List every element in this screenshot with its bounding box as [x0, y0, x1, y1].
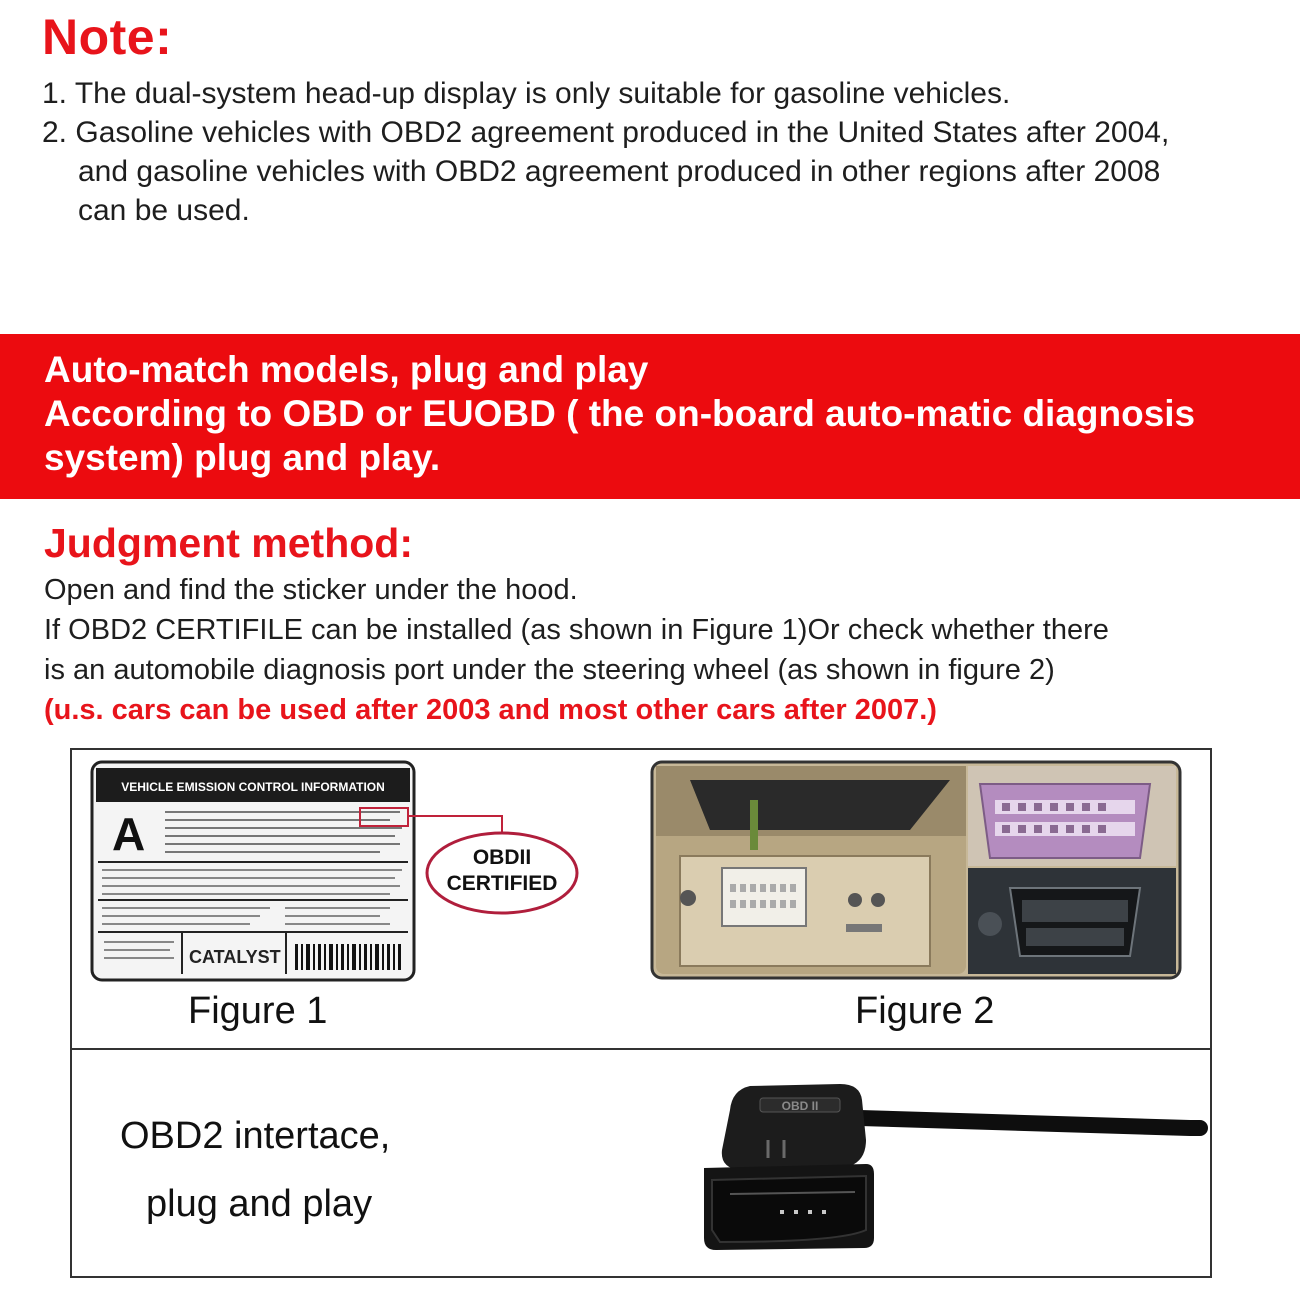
judgment-title: Judgment method: — [44, 520, 413, 566]
figure-1-label: Figure 1 — [188, 990, 328, 1032]
figure-2-label: Figure 2 — [855, 990, 995, 1032]
plug-and-play-label: plug and play — [146, 1183, 373, 1225]
callout-line-1: OBDII — [472, 846, 532, 869]
diagnosis-port-image — [650, 760, 1182, 980]
figure-table-divider — [70, 1048, 1212, 1050]
obd2-connector-image — [690, 1070, 1210, 1260]
note-item-1: 1. The dual-system head-up display is only suitable for gasoline vehicles. — [42, 77, 1011, 110]
note-item-2-end: can be used. — [78, 194, 250, 227]
judgment-line-2: If OBD2 CERTIFILE can be installed (as shown in Figure 1)Or check whether there — [44, 614, 1109, 646]
judgment-line-3: is an automobile diagnosis port under the steering wheel (as shown in figure 2) — [44, 654, 1055, 686]
sticker-letter: A — [112, 808, 146, 860]
callout-line-2: CERTIFIED — [446, 872, 558, 895]
judgment-highlight-line: (u.s. cars can be used after 2003 and most other cars after 2007.) — [44, 694, 937, 726]
banner-line-2: According to OBD or EUOBD ( the on-board auto-matic diagnosis — [44, 393, 1196, 434]
judgment-line-1: Open and find the sticker under the hood. — [44, 574, 578, 606]
sticker-header: VEHICLE EMISSION CONTROL INFORMATION — [121, 780, 385, 794]
obd2-interface-label: OBD2 intertace, — [120, 1115, 391, 1157]
banner-line-1: Auto-match models, plug and play — [44, 349, 649, 390]
note-title: Note: — [42, 9, 173, 65]
note-item-2: 2. Gasoline vehicles with OBD2 agreement produced in the United States after 2004, — [42, 116, 1170, 149]
connector-cable-label: OBD II — [781, 1099, 819, 1113]
sticker-catalyst: CATALYST — [189, 947, 281, 967]
note-item-2-continued: and gasoline vehicles with OBD2 agreement produced in other regions after 2008 — [78, 155, 1161, 188]
emission-sticker-image — [90, 760, 590, 985]
banner-line-3: system) plug and play. — [44, 437, 441, 478]
